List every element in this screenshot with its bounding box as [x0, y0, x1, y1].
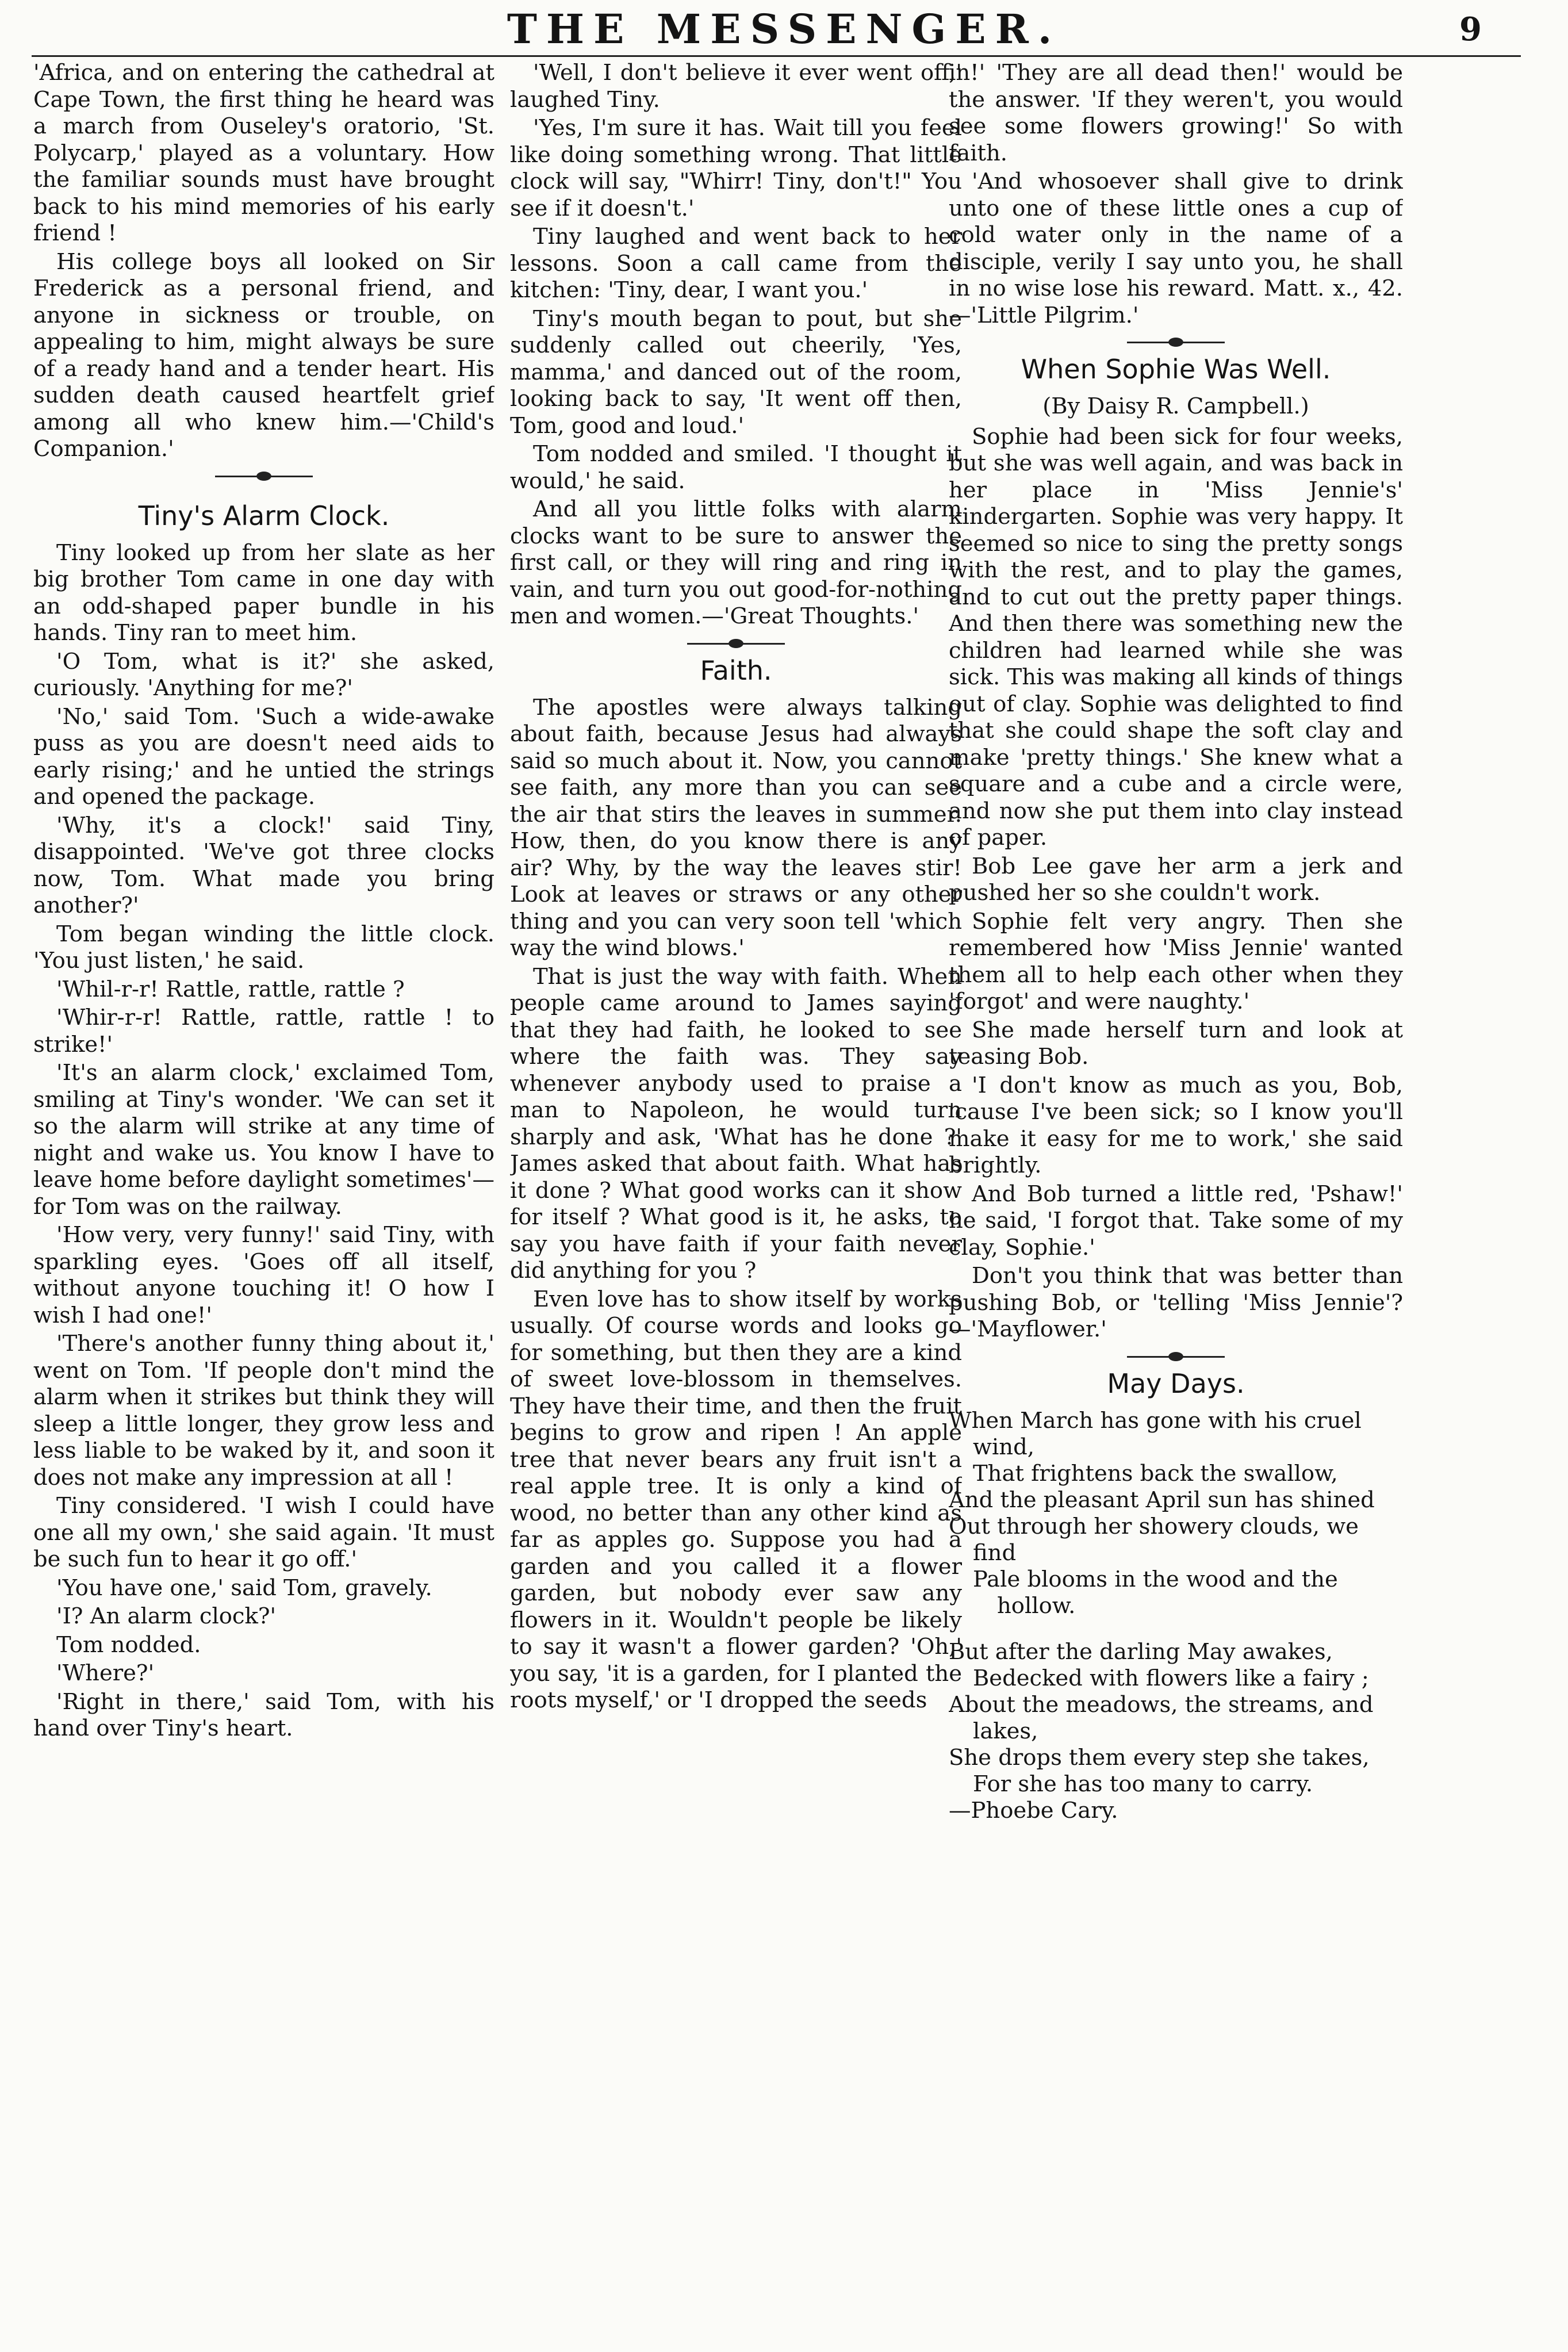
article-paragraph: 'No,' said Tom. 'Such a wide-awake puss as you are doesn't need aids to early rising;' and he untied the strings and opened the package. [33, 703, 494, 810]
article-paragraph: His college boys all looked on Sir Frederick as a personal friend, and anyone in sickness or trouble, on appealing to him, might always be sure of a ready hand and a tender heart. His sudden death caused heartfelt grief among all who knew him.—'Child's Companion.' [33, 248, 494, 462]
article-paragraph: 'Right in there,' said Tom, with his hand over Tiny's heart. [33, 1688, 494, 1741]
article-paragraph: 'Where?' [56, 1660, 155, 1686]
poem-line: About the meadows, the streams, and lakes, [949, 1691, 1374, 1744]
page-number: 9 [1459, 10, 1482, 48]
article-paragraph: 'I? An alarm clock?' [56, 1603, 277, 1629]
section-ornament [687, 637, 785, 650]
article-paragraph: 'I don't know as much as you, Bob, 'cause I've been sick; so I know you'll make it easy for me to work,' she said brightly. [949, 1072, 1403, 1178]
article-paragraph: in!' 'They are all dead then!' would be the answer. 'If they weren't, you would see some flowers growing!' So with faith. [949, 60, 1403, 166]
article-paragraph: 'How very, very funny!' said Tiny, with sparkling eyes. 'Goes off all itself, without anyone touching it! O how I wish I had one!' [33, 1222, 494, 1328]
article-paragraph: 'Whir-r-r! Rattle, rattle, rattle ! to strike!' [33, 1005, 494, 1058]
poem-stanza [949, 1408, 1403, 1619]
article-paragraph: 'You have one,' said Tom, gravely. [56, 1575, 432, 1601]
article-paragraph: She made herself turn and look at teasing Bob. [949, 1017, 1403, 1070]
article-paragraph: 'And whosoever shall give to drink unto one of these little ones a cup of cold water only in the name of a disciple, verily I say unto you, he shall in no wise lose his reward. Matt. x., 42.—'Little Pilgrim.' [949, 168, 1403, 328]
article-title: Faith. [700, 654, 772, 686]
article-paragraph: Tom nodded. [56, 1631, 201, 1658]
article-paragraph: Even love has to show itself by works usually. Of course words and looks go for something, but then they are a kind of sweet love-blossom in themselves. They have their time, and then the fruit begins to grow and ripen ! An apple tree that never bears any fruit isn't a real apple tree. It is only a kind of wood, no better than any other kind as far as apples go. Suppose you had a garden and you called it a flower garden, but nobody ever saw any flowers in it. Wouldn't people be likely to say it wasn't a flower garden? 'Oh,' you say, 'it is a garden, for I planted the roots myself,' or 'I dropped the seeds [510, 1286, 962, 1713]
section-ornament [1127, 1350, 1225, 1363]
poem-line: But after the darling May awakes, [949, 1638, 1333, 1665]
article-paragraph: The apostles were always talking about faith, because Jesus had always said so much about it. Now, you cannot see faith, any more than you can see the air that stirs the leaves in summer. How, then, do you know there is any air? Why, by the way the leaves stir! Look at leaves or straws or any other thing and you can very soon tell 'which way the wind blows.' [510, 694, 962, 961]
poem-author: —Phoebe Cary. [949, 1797, 1118, 1824]
poem-line: Bedecked with flowers like a fairy ; [973, 1665, 1369, 1691]
article-paragraph: 'O Tom, what is it?' she asked, curiously. 'Anything for me?' [33, 648, 494, 701]
article-paragraph: 'Yes, I'm sure it has. Wait till you feel like doing something wrong. That little clock will say, "Whirr! Tiny, don't!" You see if it doesn't.' [510, 115, 962, 221]
poem-line: She drops them every step she takes, [949, 1744, 1370, 1771]
poem-line: And the pleasant April sun has shined [949, 1487, 1375, 1513]
masthead-rule [32, 55, 1521, 57]
masthead-title: THE MESSENGER. [507, 5, 1061, 53]
poem-line: Pale blooms in the wood and the hollow. [973, 1566, 1338, 1619]
poem-line: For she has too many to carry. [973, 1771, 1313, 1797]
article-paragraph: 'Why, it's a clock!' said Tiny, disappointed. 'We've got three clocks now, Tom. What made you bring another?' [33, 812, 494, 918]
article-paragraph: And all you little folks with alarm clocks want to be sure to answer the first call, or they will ring and ring in vain, and turn you out good-for-nothing men and women.—'Great Thoughts.' [510, 496, 962, 629]
section-ornament [215, 470, 313, 482]
section-ornament [1127, 336, 1225, 348]
column-3 [949, 60, 1403, 2326]
poem-line: When March has gone with his cruel wind, [949, 1407, 1362, 1460]
article-paragraph: Tom began winding the little clock. 'You just listen,' he said. [33, 921, 494, 974]
poem [949, 1408, 1403, 1824]
column-1 [33, 60, 494, 2326]
article-paragraph: 'Whil-r-r! Rattle, rattle, rattle ? [56, 976, 405, 1002]
article-title: When Sophie Was Well. [1021, 354, 1331, 385]
article-title: Tiny's Alarm Clock. [138, 500, 390, 531]
article-paragraph: Tiny's mouth began to pout, but she suddenly called out cheerily, 'Yes, mamma,' and danced out of the room, looking back to say, 'It went off then, Tom, good and loud.' [510, 305, 962, 439]
poem-line: Out through her showery clouds, we find [949, 1513, 1359, 1566]
article-byline: (By Daisy R. Campbell.) [1042, 393, 1309, 419]
article-paragraph: 'Well, I don't believe it ever went off,' laughed Tiny. [510, 60, 962, 113]
article-paragraph: Tiny looked up from her slate as her big brother Tom came in one day with an odd-shaped paper bundle in his hands. Tiny ran to meet him. [33, 539, 494, 646]
poem-title: May Days. [1107, 1367, 1245, 1399]
article-paragraph: Sophie felt very angry. Then she remembered how 'Miss Jennie' wanted them all to help each other when they 'forgot' and were naughty.' [949, 908, 1403, 1014]
article-paragraph: Don't you think that was better than pushing Bob, or 'telling 'Miss Jennie'?—'Mayflower.' [949, 1263, 1403, 1342]
article-paragraph: 'Africa, and on entering the cathedral at Cape Town, the first thing he heard was a march from Ouseley's oratorio, 'St. Polycarp,' played as a voluntary. How the familiar sounds must have brought back to his mind memories of his early friend ! [33, 60, 494, 246]
article-paragraph: And Bob turned a little red, 'Pshaw!' he said, 'I forgot that. Take some of my clay, Sophie.' [949, 1181, 1403, 1261]
article-paragraph: Tiny laughed and went back to her lessons. Soon a call came from the kitchen: 'Tiny, dear, I want you.' [510, 224, 962, 303]
article-paragraph: 'It's an alarm clock,' exclaimed Tom, smiling at Tiny's wonder. 'We can set it so the alarm will strike at any time of night and wake us. You know I have to leave home before daylight sometimes'— for Tom was on the railway. [33, 1060, 494, 1220]
article-paragraph: Tiny considered. 'I wish I could have one all my own,' she said again. 'It must be such fun to hear it go off.' [33, 1493, 494, 1572]
column-2 [510, 60, 962, 2326]
poem-stanza [949, 1639, 1403, 1798]
article-paragraph: 'There's another funny thing about it,' went on Tom. 'If people don't mind the alarm when it strikes but think they will sleep a little longer, they grow less and less liable to be waked by it, and soon it does not make any impression at all ! [33, 1331, 494, 1491]
masthead [0, 5, 1568, 54]
article-paragraph: Bob Lee gave her arm a jerk and pushed her so she couldn't work. [949, 853, 1403, 906]
article-paragraph: That is just the way with faith. When people came around to James saying that they had faith, he looked to see where the faith was. They say whenever anybody used to praise a man to Napoleon, he would turn sharply and ask, 'What has he done ?' James asked that about faith. What has it done ? What good works can it show for itself ? What good is it, he asks, to say you have faith if your faith never did anything for you ? [510, 963, 962, 1284]
article-paragraph: Tom nodded and smiled. 'I thought it would,' he said. [510, 441, 962, 494]
poem-line: That frightens back the swallow, [973, 1460, 1338, 1487]
article-paragraph: Sophie had been sick for four weeks, but she was well again, and was back in her place in 'Miss Jennie's' kindergarten. Sophie was very happy. It seemed so nice to sing the pretty songs with the rest, and to play the games, and to cut out the pretty paper things. And then there was something new the children had learned while she was sick. This was making all kinds of things out of clay. Sophie was delighted to find that she could shape the soft clay and make 'pretty things.' She knew what a square and a cube and a circle were, and now she put them into clay instead of paper. [949, 423, 1403, 851]
